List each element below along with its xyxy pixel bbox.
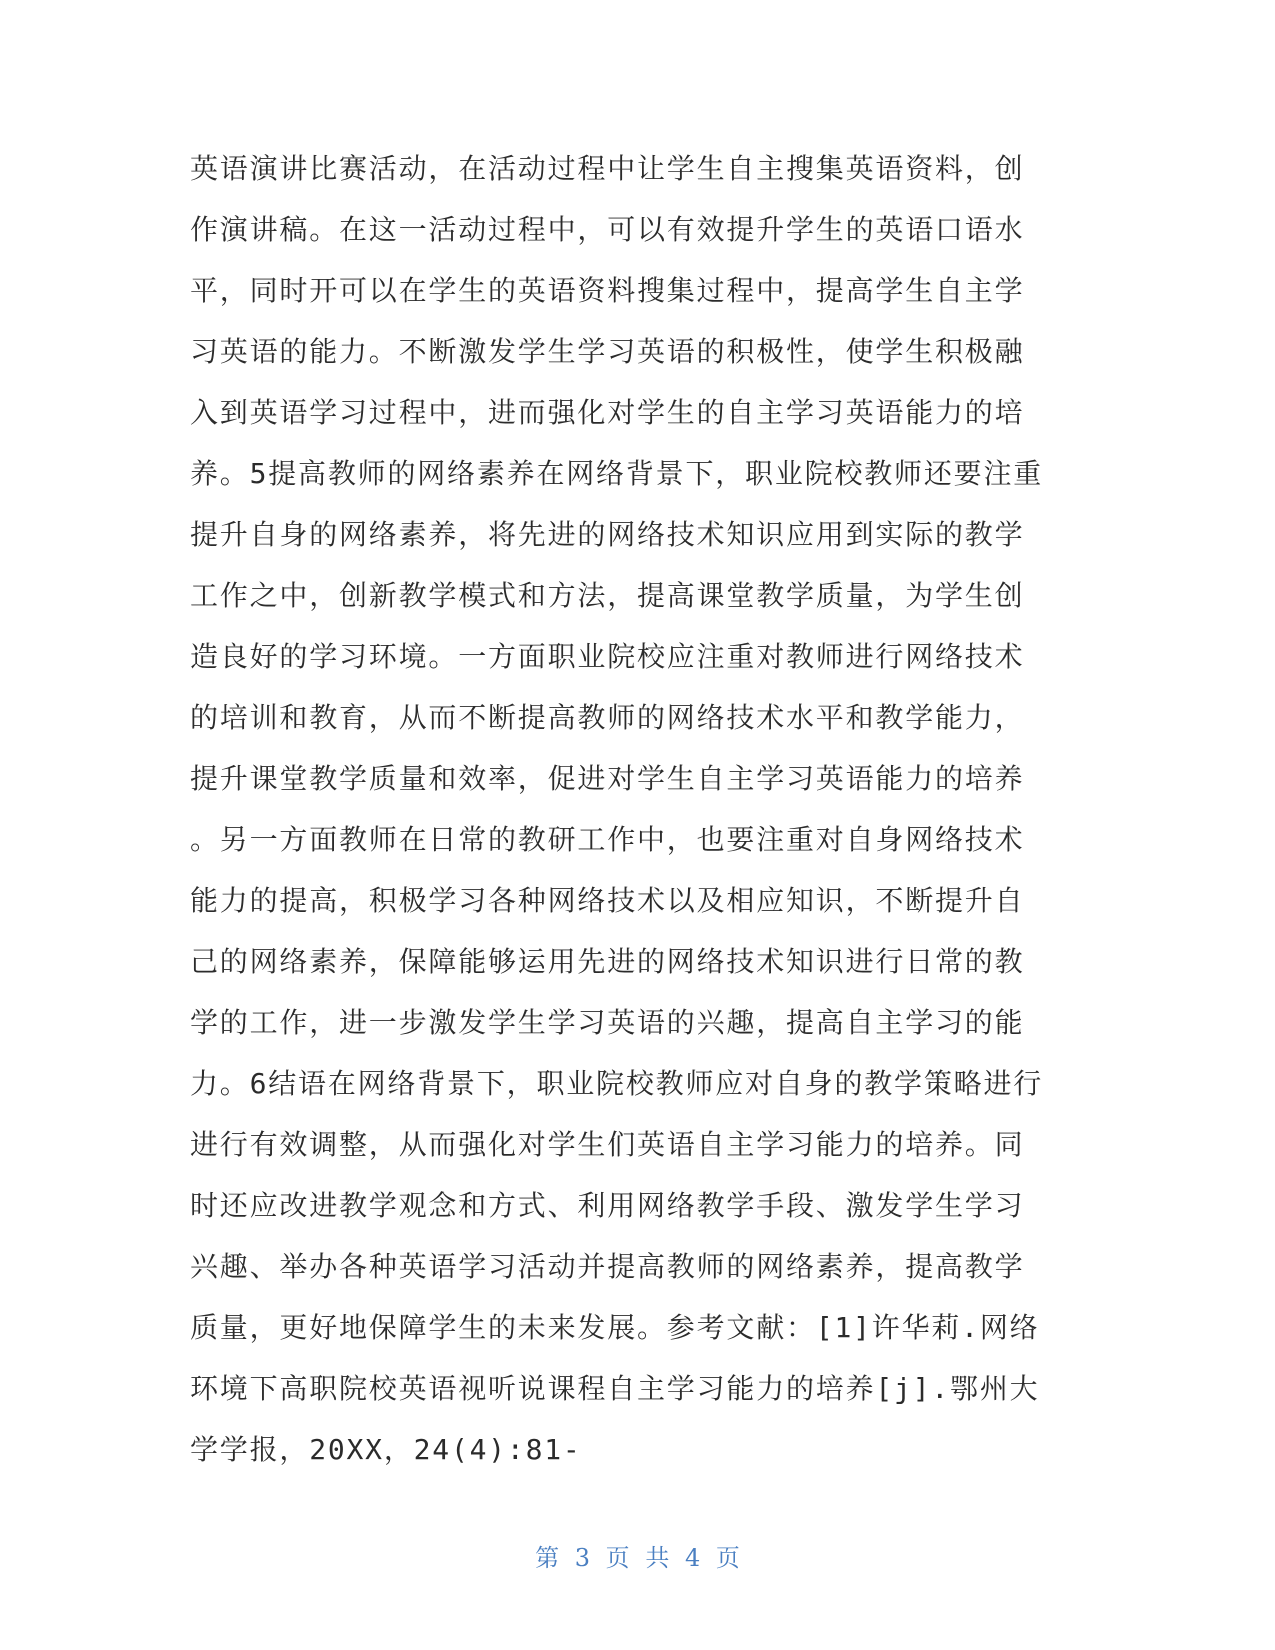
text-line: 力。6结语在网络背景下，职业院校教师应对自身的教学策略进行 <box>190 1067 1044 1100</box>
text-line: 环境下高职院校英语视听说课程自主学习能力的培养[j].鄂州大 <box>190 1372 1040 1405</box>
total-pages-number: 4 <box>684 1544 701 1572</box>
text-line: 学的工作，进一步激发学生学习英语的兴趣，提高自主学习的能 <box>190 1006 1025 1039</box>
body-text <box>190 138 1090 1480</box>
current-page-number: 3 <box>574 1544 591 1572</box>
total-unit: 页 <box>715 1544 740 1572</box>
text-line: 提升课堂教学质量和效率，促进对学生自主学习英语能力的培养 <box>190 762 1025 795</box>
text-line: 进行有效调整，从而强化对学生们英语自主学习能力的培养。同 <box>190 1128 1025 1161</box>
text-line: 。另一方面教师在日常的教研工作中，也要注重对自身网络技术 <box>190 823 1025 856</box>
text-line: 提升自身的网络素养，将先进的网络技术知识应用到实际的教学 <box>190 518 1025 551</box>
text-line: 能力的提高，积极学习各种网络技术以及相应知识，不断提升自 <box>190 884 1025 917</box>
text-line: 时还应改进教学观念和方式、利用网络教学手段、激发学生学习 <box>190 1189 1025 1222</box>
page-label: 第 <box>535 1544 560 1572</box>
text-line: 的培训和教育，从而不断提高教师的网络技术水平和教学能力， <box>190 701 1025 734</box>
text-line: 质量，更好地保障学生的未来发展。参考文献：[1]许华莉.网络 <box>190 1311 1040 1344</box>
text-line: 己的网络素养，保障能够运用先进的网络技术知识进行日常的教 <box>190 945 1025 978</box>
text-line: 作演讲稿。在这一活动过程中，可以有效提升学生的英语口语水 <box>190 213 1025 246</box>
total-label: 共 <box>645 1544 670 1572</box>
text-line: 习英语的能力。不断激发学生学习英语的积极性，使学生积极融 <box>190 335 1025 368</box>
page-footer <box>0 1538 1275 1573</box>
text-line: 造良好的学习环境。一方面职业院校应注重对教师进行网络技术 <box>190 640 1025 673</box>
page-unit: 页 <box>605 1544 630 1572</box>
text-line: 兴趣、举办各种英语学习活动并提高教师的网络素养，提高教学 <box>190 1250 1025 1283</box>
text-line: 工作之中，创新教学模式和方法，提高课堂教学质量，为学生创 <box>190 579 1025 612</box>
text-line: 平，同时开可以在学生的英语资料搜集过程中，提高学生自主学 <box>190 274 1025 307</box>
text-line: 学学报，20XX，24(4):81- <box>190 1433 582 1466</box>
text-line: 英语演讲比赛活动，在活动过程中让学生自主搜集英语资料，创 <box>190 152 1025 185</box>
text-line: 养。5提高教师的网络素养在网络背景下，职业院校教师还要注重 <box>190 457 1044 490</box>
text-line: 入到英语学习过程中，进而强化对学生的自主学习英语能力的培 <box>190 396 1025 429</box>
